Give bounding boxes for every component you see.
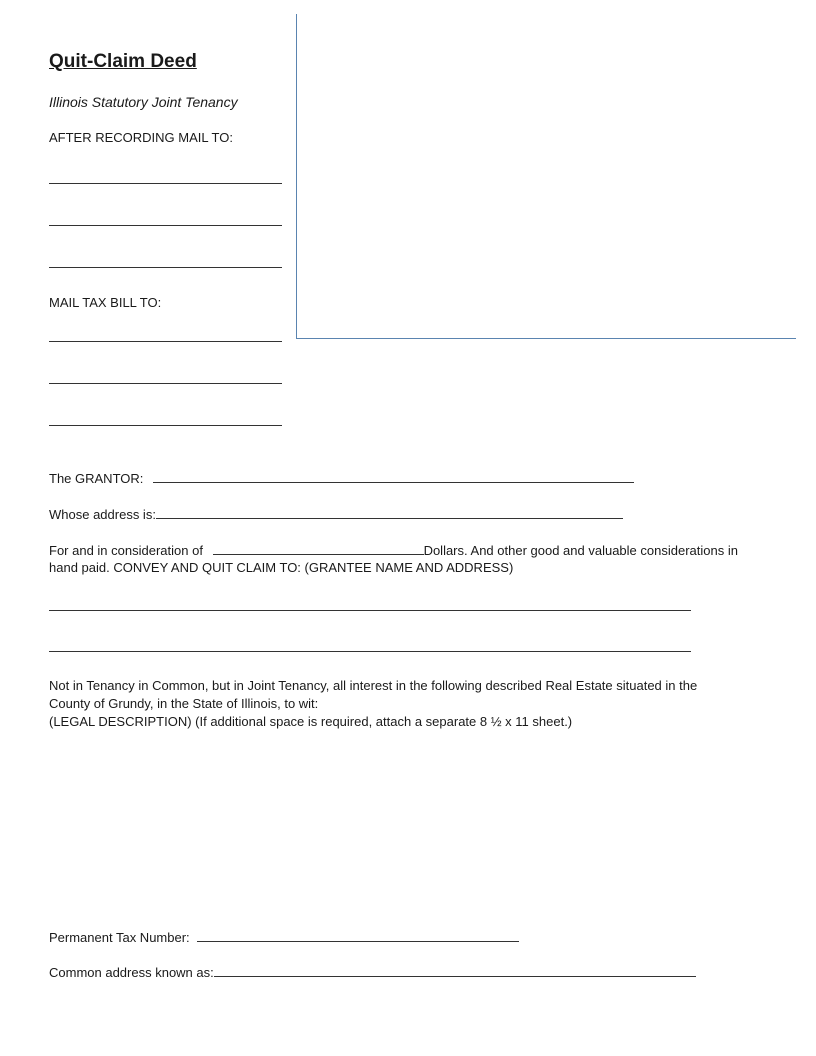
consideration-row <box>49 542 738 558</box>
tax-number-row <box>49 929 519 945</box>
mail-to-line-3[interactable] <box>49 267 282 268</box>
tenancy-line-1: Not in Tenancy in Common, but in Joint Tenancy, all interest in the following described Real Estate situated in the <box>49 678 698 693</box>
consideration-suffix: Dollars. And other good and valuable considerations in <box>423 543 738 558</box>
mail-to-line-1[interactable] <box>49 183 282 184</box>
consideration-prefix: For and in consideration of <box>49 543 203 558</box>
grantor-label: The GRANTOR: <box>49 471 144 486</box>
tax-number-field[interactable] <box>197 929 519 942</box>
tax-number-label: Permanent Tax Number: <box>49 930 190 945</box>
document-title: Quit-Claim Deed <box>49 51 197 72</box>
tax-bill-line-1[interactable] <box>49 341 282 342</box>
recording-box-left-border <box>296 14 297 338</box>
grantee-line-2[interactable] <box>49 651 691 652</box>
tax-bill-label: MAIL TAX BILL TO: <box>49 295 162 310</box>
tax-bill-line-3[interactable] <box>49 425 282 426</box>
address-label: Whose address is: <box>49 507 156 522</box>
common-address-label: Common address known as: <box>49 965 214 980</box>
grantor-field[interactable] <box>153 470 634 483</box>
mail-to-label: AFTER RECORDING MAIL TO: <box>49 130 233 145</box>
grantor-row <box>49 470 634 486</box>
common-address-field[interactable] <box>214 964 696 977</box>
mail-to-line-2[interactable] <box>49 225 282 226</box>
consideration-amount-field[interactable] <box>213 542 424 555</box>
address-field[interactable] <box>156 506 623 519</box>
tax-bill-line-2[interactable] <box>49 383 282 384</box>
recording-box-bottom-border <box>296 338 796 339</box>
tenancy-line-2: County of Grundy, in the State of Illinois, to wit: <box>49 696 319 711</box>
consideration-line-2: hand paid. CONVEY AND QUIT CLAIM TO: (GRANTEE NAME AND ADDRESS) <box>49 560 514 575</box>
common-address-row <box>49 964 696 980</box>
legal-description-label: (LEGAL DESCRIPTION) (If additional space is required, attach a separate 8 ½ x 11 sheet.) <box>49 714 573 729</box>
grantee-line-1[interactable] <box>49 610 691 611</box>
document-subtitle: Illinois Statutory Joint Tenancy <box>49 94 238 110</box>
address-row <box>49 506 623 522</box>
legal-description-area[interactable] <box>49 740 749 910</box>
